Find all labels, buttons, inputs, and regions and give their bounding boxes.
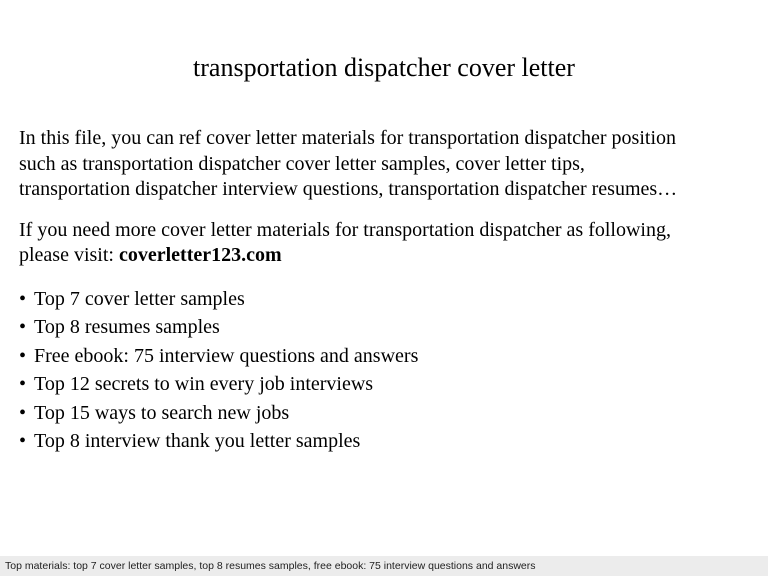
bullet-icon: •	[19, 401, 27, 424]
list-item	[19, 342, 754, 371]
bullet-icon: •	[19, 430, 27, 452]
intro-line: In this file, you can ref cover letter materials for transportation dispatcher position	[19, 127, 677, 149]
list-item	[19, 313, 754, 342]
intro-line: such as transportation dispatcher cover letter samples, cover letter tips,	[19, 152, 585, 175]
list-item-text: Top 15 ways to search new jobs	[34, 401, 290, 424]
visit-line-with-link	[19, 243, 754, 269]
visit-paragraph	[19, 218, 754, 269]
list-item	[19, 285, 754, 314]
bullet-icon: •	[19, 287, 27, 310]
bullet-icon: •	[19, 316, 27, 338]
list-item-text: Top 7 cover letter samples	[34, 287, 245, 310]
slide-title: transportation dispatcher cover letter	[193, 53, 575, 82]
list-item-text: Top 8 interview thank you letter samples	[34, 430, 361, 452]
bullet-icon: •	[19, 344, 27, 367]
list-item-text: Top 8 resumes samples	[34, 316, 220, 338]
footer-text: Top materials: top 7 cover letter samples, top 8 resumes samples, free ebook: 75 interview questions and answers	[5, 560, 536, 572]
slide-content	[19, 126, 754, 456]
intro-paragraph	[19, 126, 754, 203]
list-item	[19, 427, 754, 456]
list-item-text: Free ebook: 75 interview questions and answers	[34, 344, 419, 367]
bullet-icon: •	[19, 373, 27, 395]
website-link[interactable]: coverletter123.com	[118, 244, 282, 266]
list-item-text: Top 12 secrets to win every job interviews	[34, 373, 374, 395]
visit-line: If you need more cover letter materials for transportation dispatcher as following,	[19, 218, 671, 241]
list-item	[19, 399, 754, 428]
list-item	[19, 370, 754, 399]
materials-list	[19, 285, 754, 456]
intro-line: transportation dispatcher interview questions, transportation dispatcher resumes…	[19, 178, 678, 200]
visit-prefix: please visit:	[19, 244, 119, 266]
footer-bar	[0, 556, 768, 576]
